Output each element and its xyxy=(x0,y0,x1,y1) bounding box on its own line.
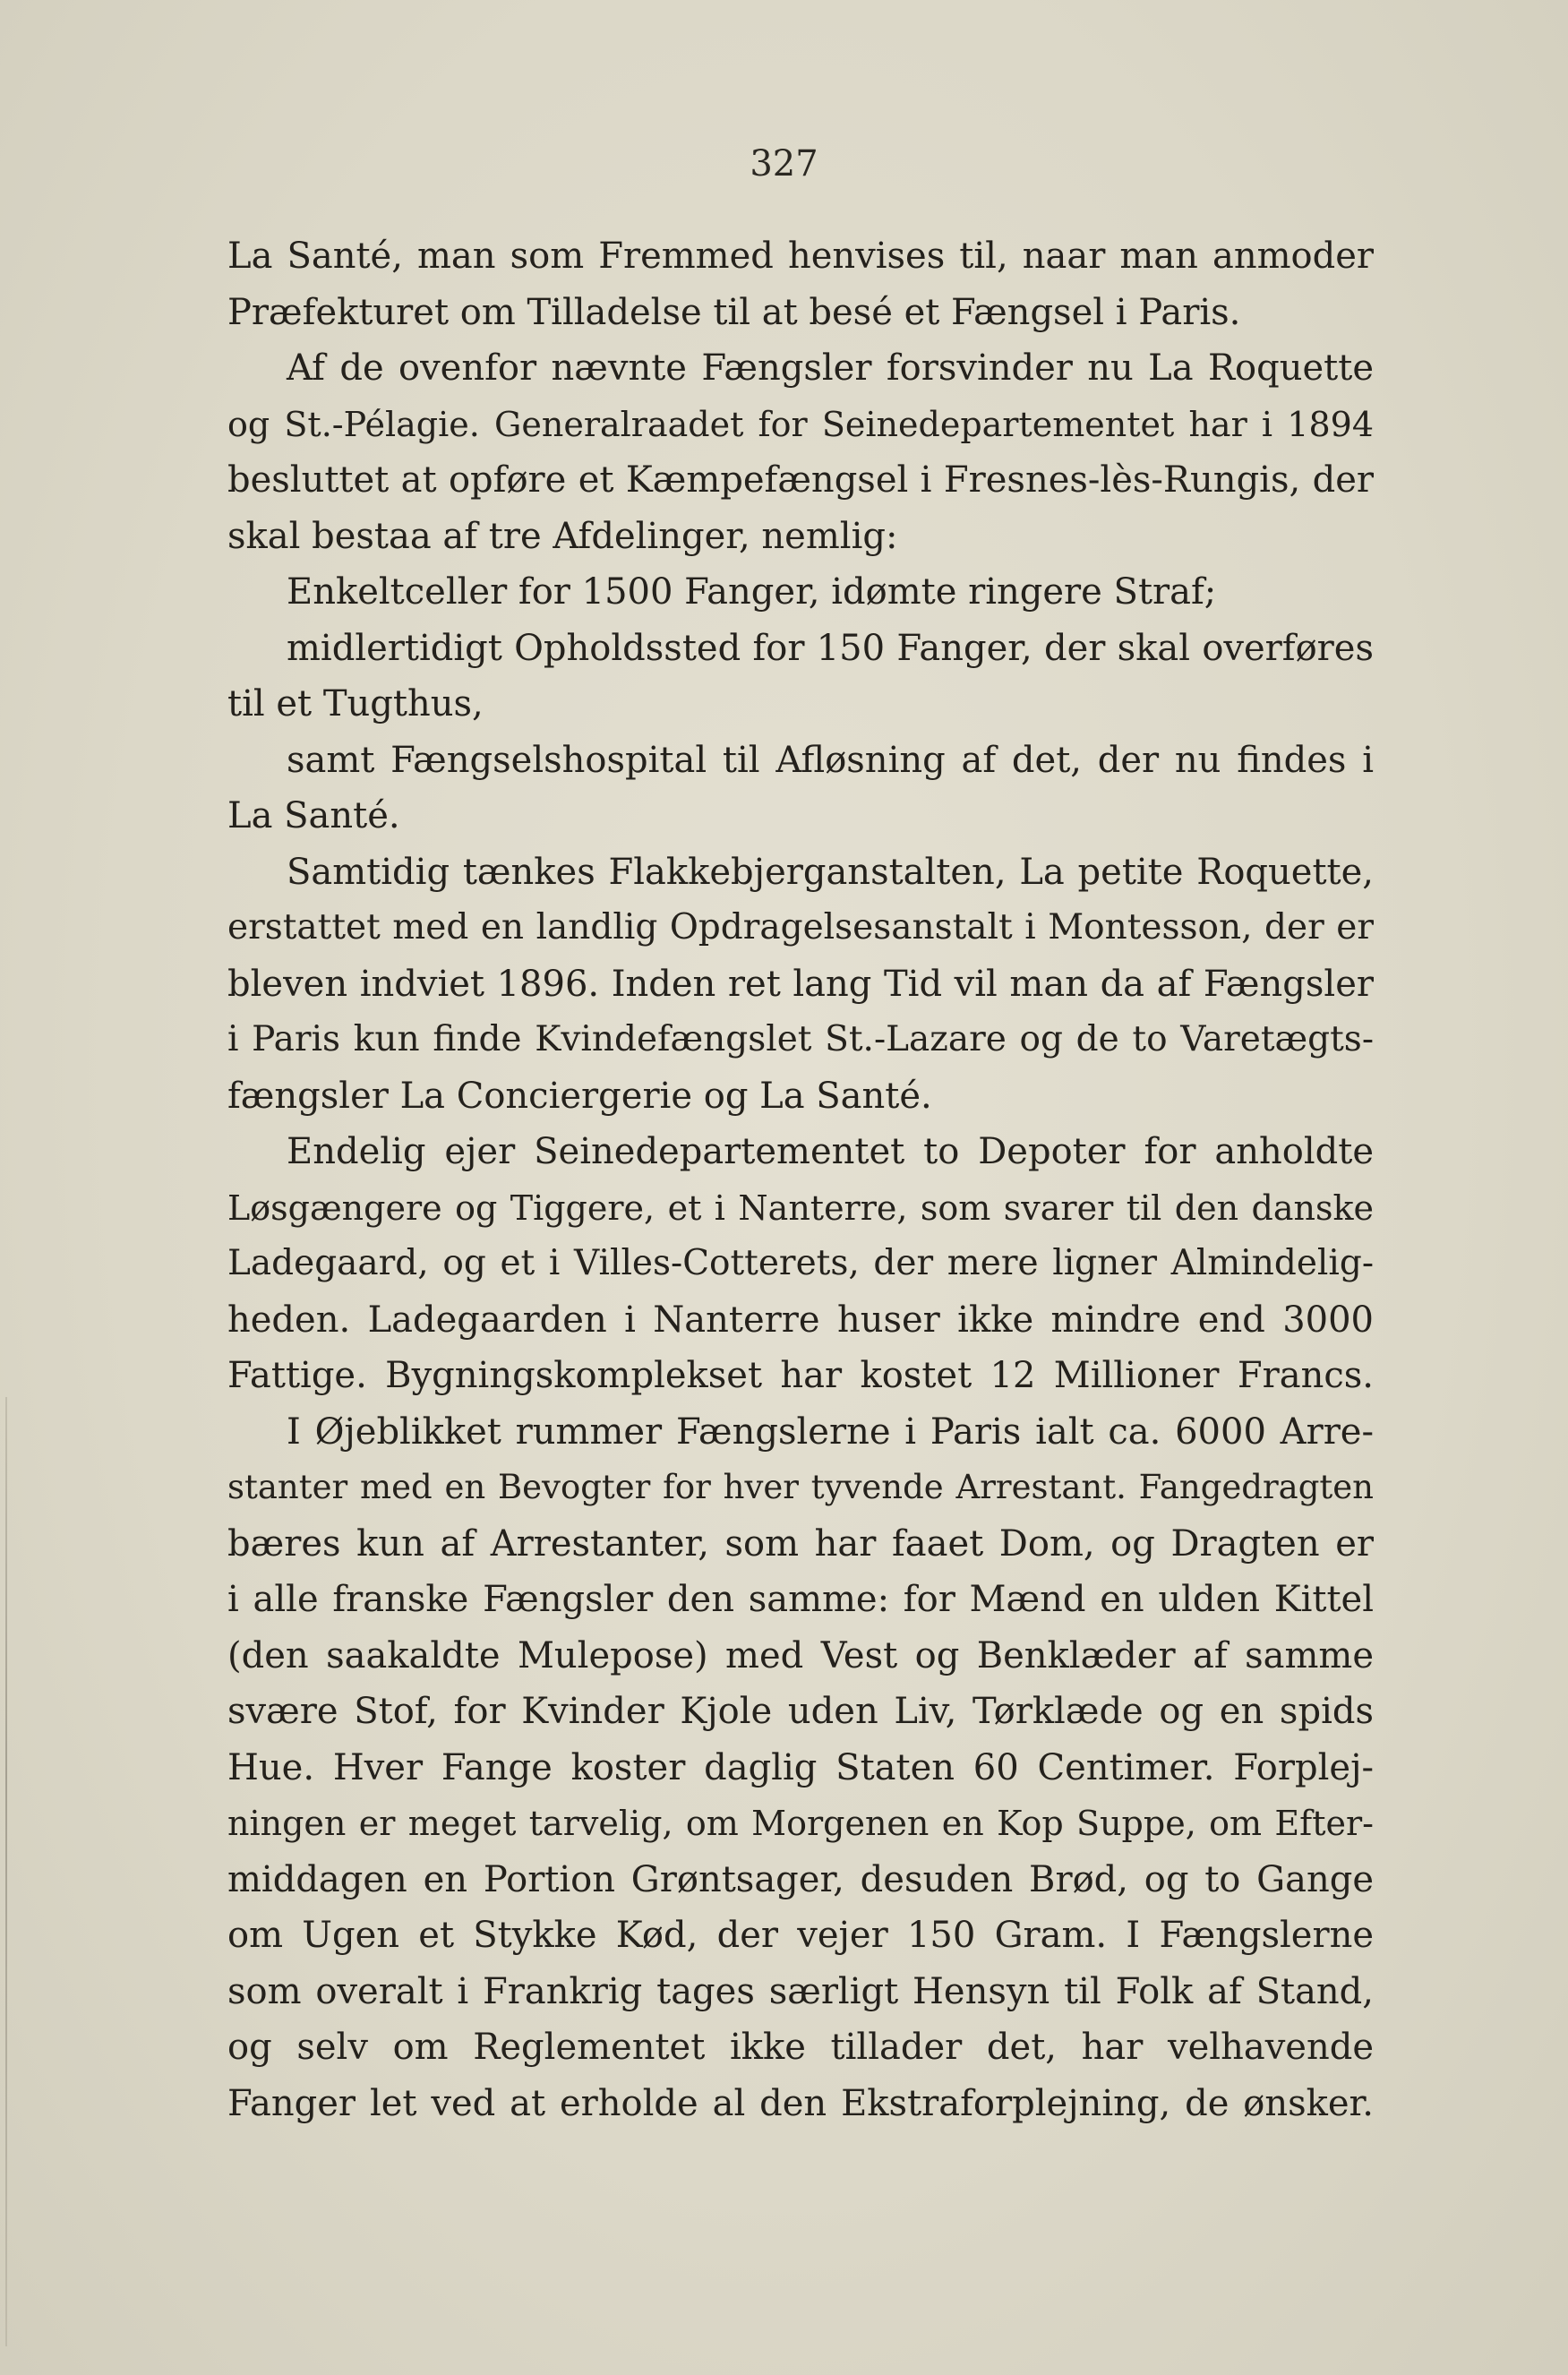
text-line: som overalt i Frankrig tages særligt Hensyn til Folk af Stand, xyxy=(227,1970,1374,2012)
text-line: Hue. Hver Fange koster daglig Staten 60 Centimer. Forplej- xyxy=(227,1746,1374,1788)
text-line: i Paris kun finde Kvindefængslet St.-Lazare og de to Varetægts- xyxy=(227,1019,1374,1059)
text-line: skal bestaa af tre Afdelinger, nemlig: xyxy=(227,515,898,557)
text-line: besluttet at opføre et Kæmpefængsel i Fresnes-lès-Rungis, der xyxy=(227,459,1374,501)
text-line: middagen en Portion Grøntsager, desuden Brød, og to Gange xyxy=(227,1858,1374,1900)
text-line: svære Stof, for Kvinder Kjole uden Liv, Tørklæde og en spids xyxy=(227,1691,1374,1732)
text-line: og selv om Reglementet ikke tillader det, har velhavende xyxy=(227,2027,1374,2068)
text-line: samt Fængselshospital til Afløsning af det, der nu findes i xyxy=(287,739,1374,781)
text-line: Ladegaard, og et i Villes-Cotterets, der mere ligner Almindelig- xyxy=(227,1243,1374,1283)
text-line: og St.-Pélagie. Generalraadet for Seinedepartementet har i 1894 xyxy=(227,404,1374,444)
text-line: til et Tugthus, xyxy=(227,683,484,725)
text-line: (den saakaldte Mulepose) med Vest og Benklæder af samme xyxy=(227,1634,1374,1676)
text-line: Fanger let ved at erholde al den Ekstraforplejning, de ønsker. xyxy=(227,2082,1374,2124)
binding-edge xyxy=(5,1397,7,2346)
text-line: fængsler La Conciergerie og La Santé. xyxy=(227,1075,932,1117)
text-line: Præfekturet om Tilladelse til at besé et Fængsel i Paris. xyxy=(227,291,1241,333)
text-line: i alle franske Fængsler den samme: for Mænd en ulden Kittel xyxy=(227,1579,1374,1620)
text-line: erstattet med en landlig Opdragelsesanstalt i Montesson, der er xyxy=(227,907,1374,947)
body-text xyxy=(227,228,1374,2131)
text-line: Enkeltceller for 1500 Fanger, idømte ringere Straf; xyxy=(287,571,1217,613)
text-line: La Santé. xyxy=(227,795,400,836)
page-number: 327 xyxy=(750,143,818,184)
text-line: bleven indviet 1896. Inden ret lang Tid vil man da af Fængsler xyxy=(227,963,1374,1005)
text-line: heden. Ladegaarden i Nanterre huser ikke mindre end 3000 xyxy=(227,1299,1374,1341)
text-line: stanter med en Bevogter for hver tyvende Arrestant. Fangedragten xyxy=(227,1468,1374,1506)
text-line: midlertidigt Opholdssted for 150 Fanger, der skal overføres xyxy=(287,627,1374,669)
text-line: bæres kun af Arrestanter, som har faaet Dom, og Dragten er xyxy=(227,1522,1374,1565)
text-line: Løsgængere og Tiggere, et i Nanterre, som svarer til den danske xyxy=(227,1188,1374,1228)
text-line: Samtidig tænkes Flakkebjerganstalten, La petite Roquette, xyxy=(287,851,1374,893)
text-line: Endelig ejer Seinedepartementet to Depoter for anholdte xyxy=(287,1131,1374,1172)
text-line: Fattige. Bygningskomplekset har kostet 12 Millioner Francs. xyxy=(227,1355,1374,1396)
text-line: Af de ovenfor nævnte Fængsler forsvinder nu La Roquette xyxy=(287,347,1374,389)
text-line: ningen er meget tarvelig, om Morgenen en Kop Suppe, om Efter- xyxy=(227,1804,1374,1843)
text-line: I Øjeblikket rummer Fængslerne i Paris ialt ca. 6000 Arre- xyxy=(287,1410,1374,1453)
text-line: La Santé, man som Fremmed henvises til, naar man anmoder xyxy=(227,236,1374,277)
text-line: om Ugen et Stykke Kød, der vejer 150 Gram. I Fængslerne xyxy=(227,1915,1374,1956)
